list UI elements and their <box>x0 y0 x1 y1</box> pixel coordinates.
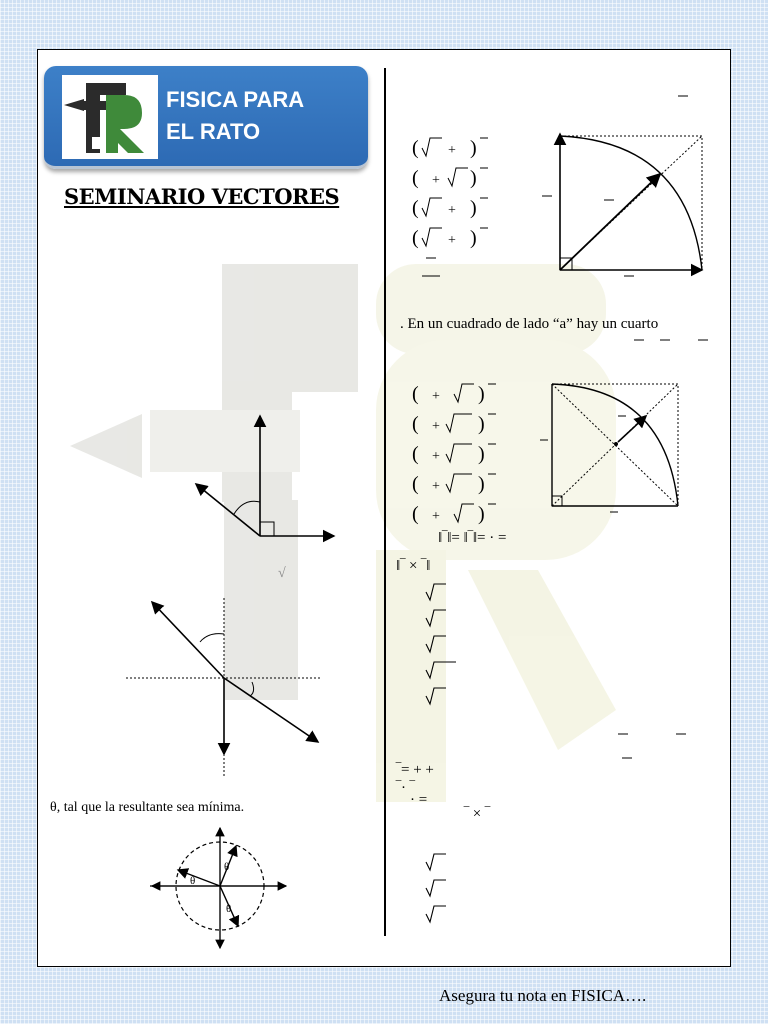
logo-banner <box>44 66 368 169</box>
svg-text:): ) <box>470 227 477 249</box>
logo-line-1: FISICA PARA <box>166 87 305 112</box>
equation-line-1: ‾= + + <box>396 762 434 778</box>
angle-label-2: θ <box>190 875 196 887</box>
answer-choices-1 <box>412 130 522 280</box>
circle-vector-diagram <box>150 826 290 950</box>
svg-text:(: ( <box>412 167 419 189</box>
svg-text:): ) <box>478 473 485 495</box>
square-quarter-circle-b <box>534 382 694 522</box>
square-quarter-circle-a <box>538 132 708 282</box>
fr-logo-icon <box>62 75 158 159</box>
dash-marks-square <box>632 338 722 344</box>
cross-product: ‾ × ‾ <box>464 806 490 822</box>
norm-line-1: ‖‾‖= ‖‾‖= · = <box>438 530 507 546</box>
svg-text:+: + <box>432 173 440 188</box>
sqrt-fragment: √ <box>278 566 286 581</box>
footer-tagline: Asegura tu nota en FISICA…. <box>439 986 647 1005</box>
vector-diagram-1 <box>188 412 348 552</box>
angle-label-3: θ <box>226 903 232 915</box>
logo-mark <box>62 75 158 159</box>
svg-text:(: ( <box>412 413 419 435</box>
svg-text:(: ( <box>412 503 419 525</box>
svg-text:(: ( <box>412 197 419 219</box>
svg-text:): ) <box>478 443 485 465</box>
svg-text:): ) <box>478 413 485 435</box>
dash-marks-top <box>676 94 696 100</box>
svg-text:): ) <box>470 197 477 219</box>
svg-text:+: + <box>448 203 456 218</box>
svg-text:+: + <box>448 143 456 158</box>
svg-text:+: + <box>432 479 440 494</box>
answer-choices-2 <box>412 378 522 528</box>
square-problem-text: . En un cuadrado de lado “a” hay un cuarto <box>400 316 659 332</box>
vector-diagram-2 <box>126 598 326 778</box>
angle-label-1: θ <box>224 861 230 873</box>
svg-text:(: ( <box>412 473 419 495</box>
worksheet-page <box>37 49 731 967</box>
column-divider <box>384 68 386 936</box>
radical-options-2 <box>422 850 482 930</box>
page-title: SEMINARIO VECTORES <box>64 184 340 209</box>
svg-text:+: + <box>448 233 456 248</box>
svg-text:(: ( <box>412 137 419 159</box>
svg-text:): ) <box>478 503 485 525</box>
norm-line-2: ‖‾ × ‾‖ <box>396 558 431 574</box>
equation-line-2: ‾· ‾ <box>396 780 415 796</box>
dash-marks-mid <box>616 732 706 768</box>
svg-text:(: ( <box>412 443 419 465</box>
svg-text:(: ( <box>412 383 419 405</box>
svg-text:+: + <box>432 449 440 464</box>
logo-line-2: EL RATO <box>166 119 261 144</box>
svg-text:): ) <box>470 167 477 189</box>
svg-text:): ) <box>470 137 477 159</box>
logo-title <box>166 84 366 148</box>
svg-text:+: + <box>432 389 440 404</box>
svg-text:+: + <box>432 419 440 434</box>
radical-options <box>422 580 482 710</box>
svg-text:+: + <box>432 509 440 524</box>
svg-text:(: ( <box>412 227 419 249</box>
svg-text:): ) <box>478 383 485 405</box>
equation-line-3: · = <box>410 792 428 808</box>
problem-fragment: θ, tal que la resultante sea mínima. <box>50 800 245 815</box>
